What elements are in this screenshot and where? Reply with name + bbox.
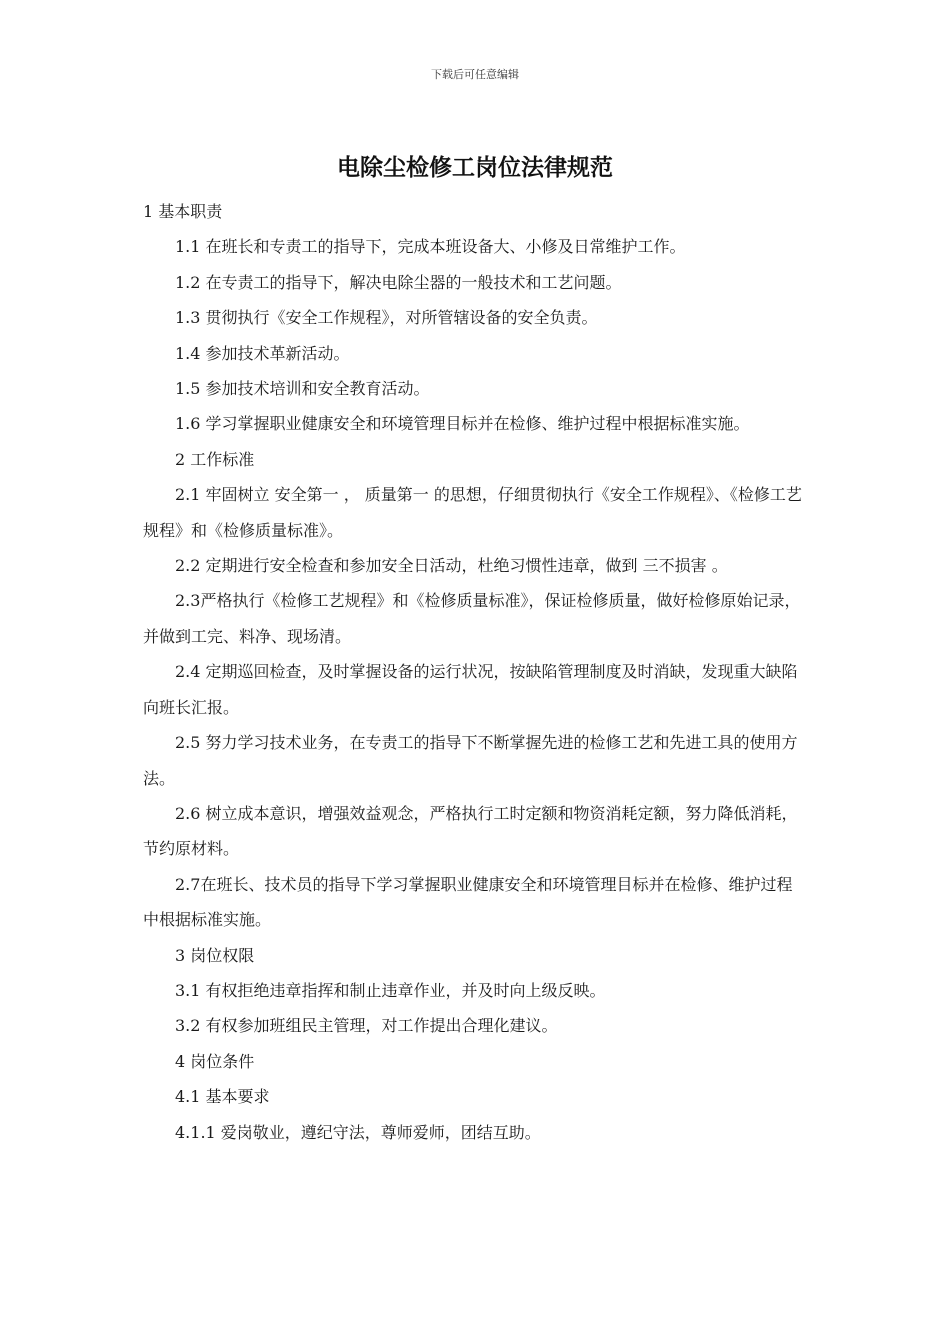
paragraph: 2.6 树立成本意识，增强效益观念，严格执行工时定额和物资消耗定额，努力降低消耗，节约原材料。 [143, 803, 798, 859]
paragraph: 1.1 在班长和专责工的指导下，完成本班设备大、小修及日常维护工作。 [175, 237, 686, 257]
paragraph: 1.6 学习掌握职业健康安全和环境管理目标并在检修、维护过程中根据标准实施。 [175, 414, 750, 434]
paragraph: 4.1.1 爱岗敬业，遵纪守法，尊师爱师，团结互助。 [175, 1122, 541, 1142]
paragraph: 1.2 在专责工的指导下，解决电除尘器的一般技术和工艺问题。 [175, 272, 622, 292]
paragraph: 2.3严格执行《检修工艺规程》和《检修质量标准》，保证检修质量，做好检修原始记录，并做到工完、料净、现场清。 [143, 591, 801, 646]
document-body [143, 194, 808, 1150]
header-note: 下载后可任意编辑 [431, 68, 519, 81]
paragraph: 2.5 努力学习技术业务，在专责工的指导下不断掌握先进的检修工艺和先进工具的使用方法。 [143, 733, 798, 788]
paragraph: 2.7在班长、技术员的指导下学习掌握职业健康安全和环境管理目标并在检修、维护过程中根据标准实施。 [143, 874, 793, 930]
paragraph: 1 基本职责 [143, 202, 223, 221]
document-title: 电除尘检修工岗位法律规范 [337, 155, 613, 181]
section-heading: 4 岗位条件 [175, 1051, 255, 1071]
paragraph: 2.2 定期进行安全检查和参加安全日活动，杜绝习惯性违章，做到 三不损害 。 [175, 556, 728, 576]
subsection-heading: 4.1 基本要求 [175, 1087, 270, 1107]
section-heading: 2 工作标准 [175, 449, 255, 469]
paragraph: 1.4 参加技术革新活动。 [175, 343, 350, 363]
paragraph: 3.2 有权参加班组民主管理，对工作提出合理化建议。 [175, 1016, 558, 1036]
paragraph: 2.1 牢固树立 安全第一 ， 质量第一 的思想，仔细贯彻执行《安全工作规程》、《检修工艺规程》和《检修质量标准》。 [143, 485, 802, 540]
paragraph: 3.1 有权拒绝违章指挥和制止违章作业，并及时向上级反映。 [175, 980, 606, 1000]
paragraph: 2.4 定期巡回检查，及时掌握设备的运行状况，按缺陷管理制度及时消缺，发现重大缺陷向班长汇报。 [143, 662, 798, 717]
section-heading: 3 岗位权限 [175, 945, 255, 965]
paragraph: 1.3 贯彻执行《安全工作规程》，对所管辖设备的安全负责。 [175, 308, 598, 328]
paragraph: 1.5 参加技术培训和安全教育活动。 [175, 379, 430, 399]
